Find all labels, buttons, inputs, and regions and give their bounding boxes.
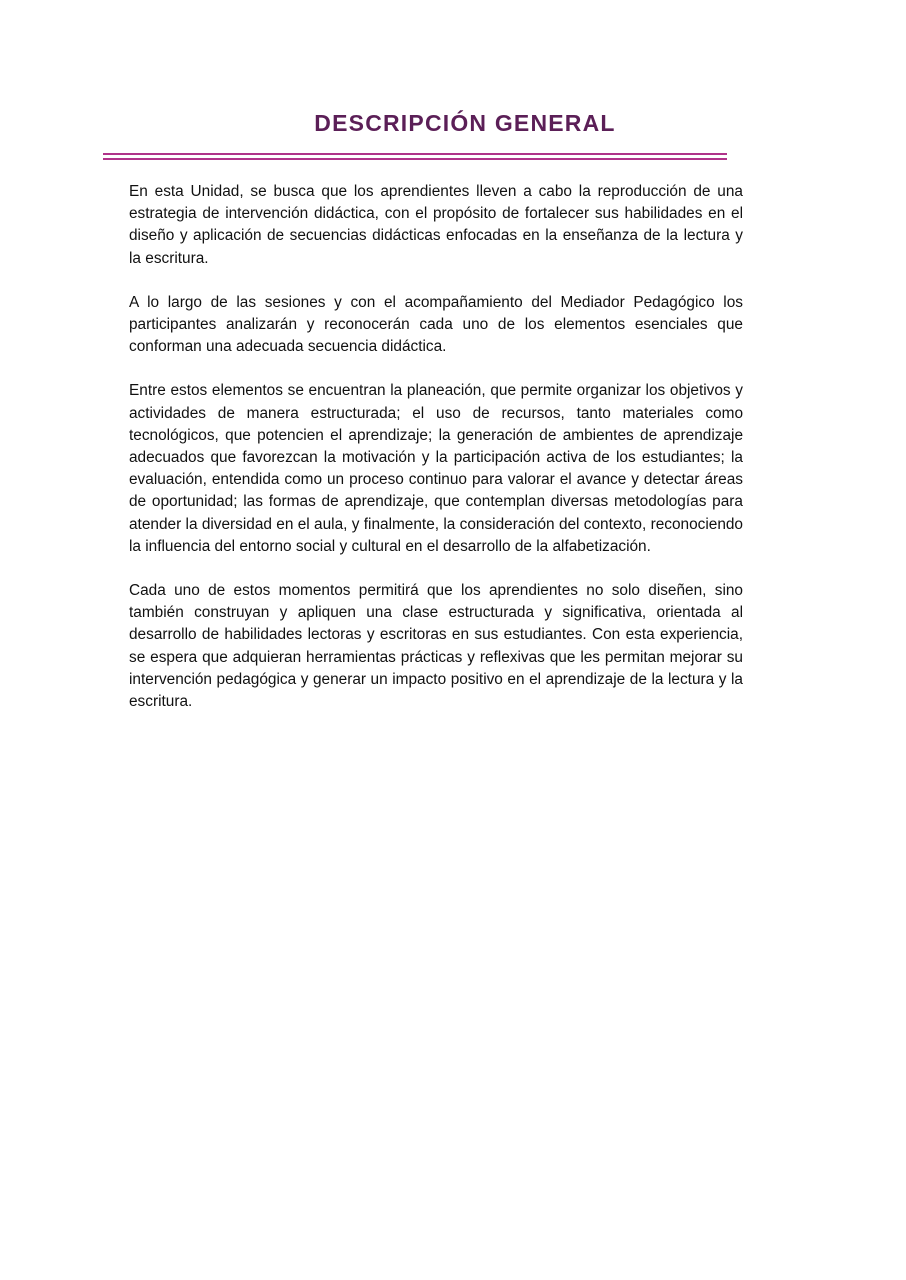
- paragraph-introduction: En esta Unidad, se busca que los aprendientes lleven a cabo la reproducción de una estrategia de intervención didáctica, con el propósito de fortalecer sus habilidades en el diseño y aplicación de secuencias didácticas enfocadas en la enseñanza de la lectura y la escritura.: [129, 183, 743, 267]
- page-title: DESCRIPCIÓN GENERAL: [314, 110, 616, 136]
- paragraph-elements: Entre estos elementos se encuentran la planeación, que permite organizar los objetivos y actividades de manera estructurada; el uso de recursos, tanto materiales como tecnológicos, que potencien el aprendizaje; la generación de ambientes de aprendizaje adecuados que favorezcan la motivación y la participación activa de los estudiantes; la evaluación, entendida como un proceso continuo para valorar el avance y detectar áreas de oportunidad; las formas de aprendizaje, que contemplan diversas metodologías para atender la diversidad en el aula, y finalmente, la consideración del contexto, reconociendo la influencia del entorno social y cultural en el desarrollo de la alfabetización.: [129, 382, 743, 555]
- body-text: [129, 181, 743, 735]
- title-underline-top: [103, 153, 727, 155]
- paragraph-sessions: A lo largo de las sesiones y con el acompañamiento del Mediador Pedagógico los participantes analizarán y reconocerán cada uno de los elementos esenciales que conforman una adecuada secuencia didáctica.: [129, 293, 743, 356]
- title-underline-bottom: [103, 158, 727, 160]
- paragraph-conclusion: Cada uno de estos momentos permitirá que los aprendientes no solo diseñen, sino también construyan y apliquen una clase estructurada y significativa, orientada al desarrollo de habilidades lectoras y escritoras en sus estudiantes. Con esta experiencia, se espera que adquieran herramientas prácticas y reflexivas que les permitan mejorar su intervención pedagógica y generar un impacto positivo en el aprendizaje de la lectura y la escritura.: [129, 582, 743, 711]
